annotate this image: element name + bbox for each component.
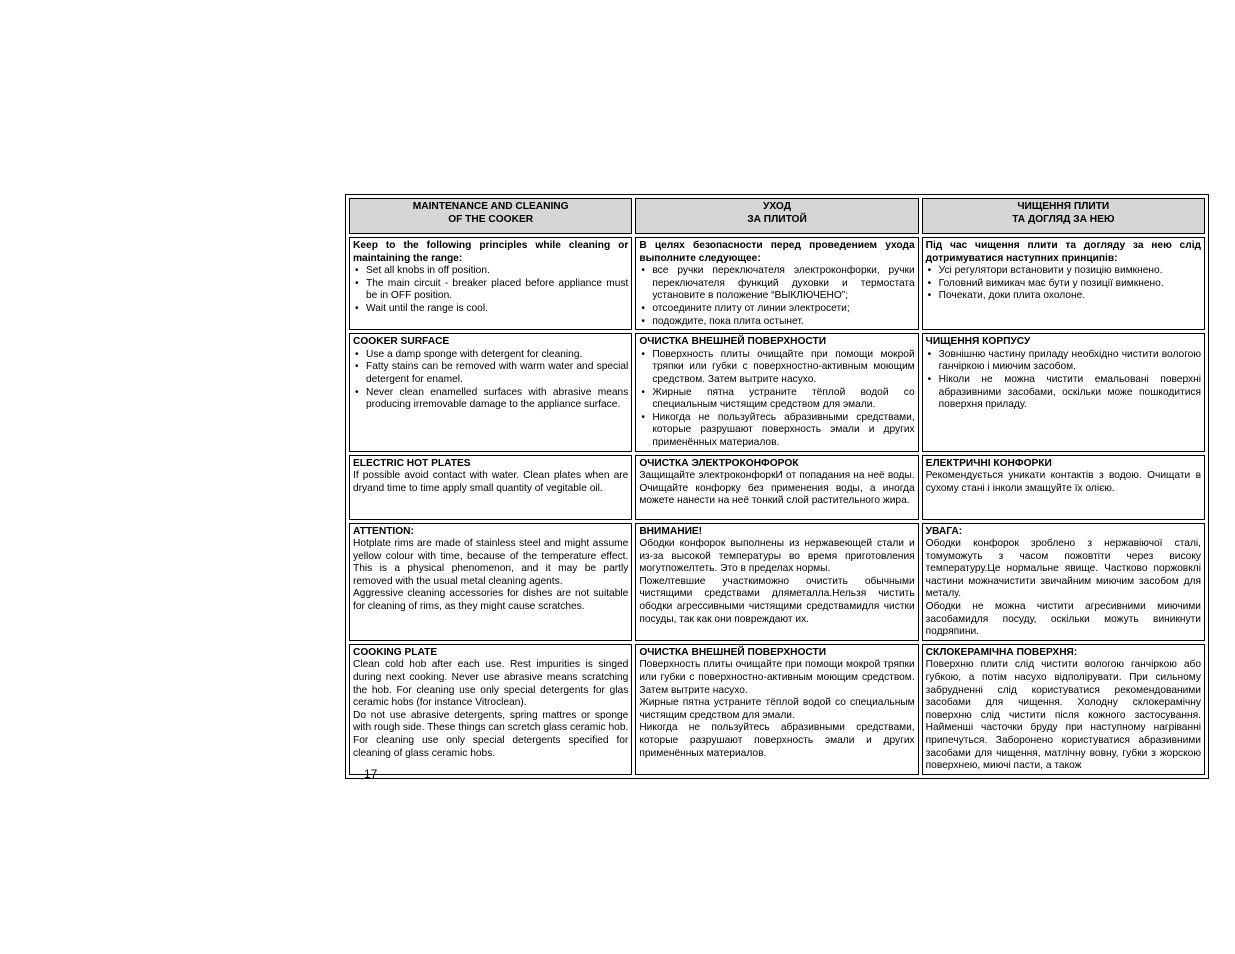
section-title: ELECTRIC HOT PLATES (353, 457, 471, 469)
intro-row (349, 237, 1205, 330)
header-russian (635, 198, 918, 234)
list-item: • подождите, пока плита остынет. (639, 316, 914, 329)
section-text: If possible avoid contact with water. Clean plates when are dryand time to time apply small quantity of vegitable oil. (353, 470, 629, 494)
cooking-plate-row (349, 644, 1205, 775)
list-item: • все ручки переключателя электроконфорки, ручки переключателя функций духовки и термостата установите в положение “ВЫКЛЮЧЕНО”; (639, 265, 914, 303)
section-text: Пожелтевшие участкиможно очистить обычными чистящими средствами дляметалла.Нельзя чистить ободки агрессивными чистящими средствамидля чистки посуды, так как они повреждают их. (639, 575, 915, 625)
hotplates-cell-russian (635, 455, 918, 520)
surface-list (353, 349, 628, 412)
intro-text: В целях безопасности перед проведением ухода выполните следующее: (639, 240, 915, 264)
surface-list (639, 349, 914, 450)
section-text: Поверхню плити слід чистити вологою ганчіркою або губкою, а потім насухо відполірувати. При сильному забрудненні слід користуватися рекомендованими засобами для чищення. Холодну склокерамічну поверхню слід чистити після кожного застосування. Найменші часточки бруду при наступному нагріванні припечуться. Заборонено користуватися абразивними засобами для чищення, матлічну вовну, губки з жорскою поверхнею, миючі пасти, а також (925, 659, 1201, 772)
list-item: • Use a damp sponge with detergent for cleaning. (353, 349, 628, 362)
section-title: ATTENTION: (353, 525, 414, 537)
list-item: • Зовнішню частину приладу необхідно чистити вологою ганчіркою і миючим засобом. (926, 349, 1201, 374)
section-title: ОЧИСТКА ВНЕШНЕЙ ПОВЕРХНОСТИ (639, 336, 827, 348)
maintenance-table (345, 194, 1209, 779)
hotplates-cell-english (349, 455, 632, 520)
surface-cell-russian (635, 333, 918, 451)
surface-cell-english (349, 333, 632, 451)
section-text: Aggressive cleaning accessories for dishes are not suitable for cleaning of rims, as they might cause scratches. (353, 588, 629, 613)
attention-cell-english (349, 523, 632, 641)
section-text: Поверхность плиты очищайте при помощи мокрой тряпки или губки с поверхностно-активным моющим средством. Затем вытрите насухо. (639, 659, 915, 696)
hotplates-row (349, 455, 1205, 520)
list-item: • Усі регулятори встановити у позицію вимкнено. (926, 265, 1201, 278)
header-line-1: MAINTENANCE AND CLEANING (412, 201, 569, 212)
list-item: • The main circuit - breaker placed before appliance must be in OFF position. (353, 278, 628, 303)
header-line-1: УХОД (763, 201, 791, 212)
section-text: Никогда не пользуйтесь абразивными средствами, которые разрушают поверхность эмали и других применённых материалов. (639, 722, 915, 759)
section-title: COOKING PLATE (353, 646, 438, 658)
list-item: • Wait until the range is cool. (353, 303, 628, 316)
section-title: ЕЛЕКТРИЧНІ КОНФОРКИ (925, 457, 1052, 469)
intro-text: Під час чищення плити та догляду за нею слід дотримуватися наступних принципів: (925, 240, 1201, 264)
intro-cell-ukrainian (922, 237, 1205, 330)
section-title: ОЧИСТКА ЭЛЕКТРОКОНФОРОК (639, 457, 799, 469)
section-text: Do not use abrasive detergents, spring mattres or sponge with rough side. These things can scretch glass ceramic hob. For cleaning use only special detergents specified for cleaning of glass ceramic hobs. (353, 709, 629, 759)
header-english (349, 198, 632, 234)
surface-cell-ukrainian (922, 333, 1205, 451)
list-item: • Головний вимикач має бути у позиції вимкнено. (926, 278, 1201, 291)
surface-row (349, 333, 1205, 451)
plate-cell-russian (635, 644, 918, 775)
intro-text: Keep to the following principles while cleaning or maintaining the range: (353, 240, 629, 264)
header-ukrainian (922, 198, 1205, 234)
section-title: СКЛОКЕРАМІЧНА ПОВЕРХНЯ: (925, 646, 1078, 658)
section-text: Ободки конфорок выполнены из нержавеющей стали и из-за высокой температуры во время приготовления могутпожелтеть. Это в пределах нормы. (639, 538, 915, 575)
surface-list (926, 349, 1201, 412)
section-text: Ободки не можна чистити агресивними миючими засобамидля посуду, оскільки можуть виникнути подряпини. (925, 601, 1201, 638)
section-title: УВАГА: (925, 525, 963, 537)
header-row (349, 198, 1205, 234)
list-item: • Никогда не пользуйтесь абразивными средствами, которые разрушают поверхность эмали и других применённых материалов. (639, 412, 914, 450)
intro-cell-russian (635, 237, 918, 330)
header-line-2: ЗА ПЛИТОЙ (747, 213, 807, 225)
intro-cell-english (349, 237, 632, 330)
header-line-2: ТА ДОГЛЯД ЗА НЕЮ (1012, 213, 1115, 225)
list-item: • Ніколи не можна чистити емальовані поверхні абразивними засобами, оскільки може пошкодитися поверхня приладу. (926, 374, 1201, 412)
section-text: Жирные пятна устраните тёплой водой со специальным чистящим средством для эмали. (639, 697, 915, 721)
list-item: • отсоедините плиту от линии электросети; (639, 303, 914, 316)
attention-cell-ukrainian (922, 523, 1205, 641)
header-line-2: OF THE COOKER (448, 213, 534, 225)
attention-cell-russian (635, 523, 918, 641)
list-item: • Жирные пятна устраните тёплой водой со специальным чистящим средством для эмали. (639, 387, 914, 412)
plate-cell-ukrainian (922, 644, 1205, 775)
section-text: Hotplate rims are made of stainless steel and might assume yellow colour with time, because of the temperature effect. This is a physical phenomenon, and it may be partly removed with the usual metal cleaning agents. (353, 538, 629, 587)
plate-cell-english (349, 644, 632, 775)
section-title: COOKER SURFACE (353, 336, 450, 348)
page-number: 17 (364, 767, 378, 781)
section-text: Ободки конфорок зроблено з нержавіючої сталі, томуможуть з часом пожовтіти через високу температуру.Це нормальне явище. Частково поржовклі частини можначистити звичайним миючим засобом для металу. (925, 538, 1201, 600)
section-text: Защищайте электроконфоркИ от попадания на неё воды. Очищайте конфорку без применения воды, а иногда можете нанести на неё тонкий слой растительного жира. (639, 470, 915, 507)
section-text: Рекомендується уникати контактів з водою. Очищати в сухому стані і інколи змащуйте їх олією. (925, 470, 1201, 494)
list-item: • Fatty stains can be removed with warm water and special detergent for enamel. (353, 361, 628, 386)
maintenance-page (345, 194, 1209, 779)
section-text: Clean cold hob after each use. Rest impurities is singed during next cooking. Never use abrasive means scratching the hob. For cleaning use only special detergents for glas ceramic hobs (for instance Vitroclean). (353, 659, 629, 709)
intro-list (926, 265, 1201, 303)
list-item: • Never clean enamelled surfaces with abrasive means producing irremovable damage to the appliance surface. (353, 387, 628, 412)
hotplates-cell-ukrainian (922, 455, 1205, 520)
intro-list (353, 265, 628, 315)
intro-list (639, 265, 914, 328)
attention-row (349, 523, 1205, 641)
section-title: ОЧИСТКА ВНЕШНЕЙ ПОВЕРХНОСТИ (639, 646, 827, 658)
header-line-1: ЧИЩЕННЯ ПЛИТИ (1017, 201, 1110, 212)
section-title: ВНИМАНИЕ! (639, 525, 703, 537)
list-item: • Почекати, доки плита охолоне. (926, 290, 1201, 303)
list-item: • Поверхность плиты очищайте при помощи мокрой тряпки или губки с поверхностно-активным моющим средством. Затем вытрите насухо. (639, 349, 914, 387)
list-item: • Set all knobs in off position. (353, 265, 628, 278)
section-title: ЧИЩЕННЯ КОРПУСУ (925, 336, 1031, 348)
